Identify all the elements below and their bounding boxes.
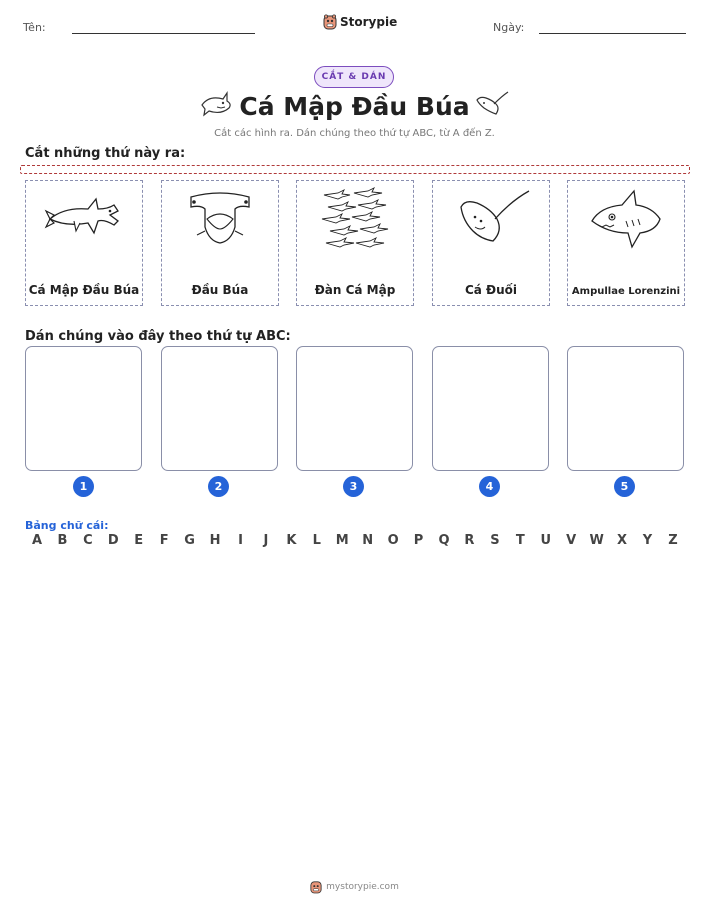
alphabet-letter: C — [83, 533, 93, 548]
hammerhead-shark-icon — [44, 187, 124, 247]
storypie-logo — [323, 14, 397, 30]
hammerhead-head-icon — [185, 187, 255, 247]
stingray-icon — [474, 90, 510, 120]
cut-card[interactable] — [432, 180, 550, 306]
alphabet-letter: J — [263, 533, 269, 548]
alphabet-letter: D — [107, 533, 119, 548]
alphabet-letter: G — [184, 533, 195, 548]
alphabet-letter: Y — [642, 533, 653, 548]
page-title: Cá Mập Đầu Búa — [239, 92, 470, 121]
paste-box[interactable] — [161, 346, 278, 471]
footer-url[interactable]: mystorypie.com — [326, 882, 399, 892]
alphabet-letter: N — [362, 533, 374, 548]
cut-card-label: Đầu Búa — [191, 283, 249, 297]
stingray-icon — [451, 187, 531, 247]
position-number: 4 — [479, 476, 500, 497]
alphabet-label: Bảng chữ cái: — [25, 519, 109, 532]
cut-card[interactable] — [296, 180, 414, 306]
cut-card-label: Đàn Cá Mập — [314, 283, 396, 297]
name-line — [72, 33, 255, 34]
footer — [0, 880, 709, 894]
alphabet-letter: S — [490, 533, 500, 548]
cut-card-label: Cá Mập Đầu Búa — [28, 283, 140, 297]
alphabet-letter: T — [515, 533, 525, 548]
alphabet-letter: K — [286, 533, 297, 548]
instructions: Cắt các hình ra. Dán chúng theo thứ tự ABC, từ A đến Z. — [214, 128, 495, 139]
date-line — [539, 33, 686, 34]
storypie-mascot-icon — [310, 880, 322, 894]
alphabet-letter: H — [209, 533, 221, 548]
alphabet-letter: O — [387, 533, 399, 548]
cut-card-label: Ampullae Lorenzini — [571, 286, 681, 297]
cut-card[interactable] — [161, 180, 279, 306]
alphabet-letter: X — [617, 533, 628, 548]
position-number: 5 — [614, 476, 635, 497]
paste-box[interactable] — [296, 346, 413, 471]
alphabet-letter: M — [335, 533, 349, 548]
paste-box[interactable] — [25, 346, 142, 471]
alphabet-letter: P — [413, 533, 424, 548]
alphabet-letter: R — [464, 533, 475, 548]
alphabet-letter: F — [159, 533, 169, 548]
activity-badge: CẮT & DÁN — [314, 66, 394, 88]
alphabet-letter: E — [134, 533, 144, 548]
cut-card-label: Cá Đuối — [464, 283, 518, 297]
shark-school-icon — [320, 187, 390, 255]
cut-card[interactable] — [25, 180, 143, 306]
paste-box[interactable] — [432, 346, 549, 471]
cut-guide-line — [20, 165, 690, 174]
alphabet-letter: V — [566, 533, 577, 548]
date-label: Ngày: — [493, 21, 525, 34]
alphabet-letter: Z — [668, 533, 678, 548]
alphabet-row — [25, 533, 685, 548]
alphabet-letter: B — [57, 533, 68, 548]
paste-box[interactable] — [567, 346, 684, 471]
alphabet-letter: L — [312, 533, 321, 548]
alphabet-letter: U — [540, 533, 552, 548]
logo-text: Storypie — [340, 15, 398, 29]
alphabet-letter: W — [589, 533, 604, 548]
position-number: 1 — [73, 476, 94, 497]
alphabet-letter: I — [238, 533, 243, 548]
position-number: 2 — [208, 476, 229, 497]
worksheet-header — [0, 14, 709, 44]
paste-section-heading: Dán chúng vào đây theo thứ tự ABC: — [25, 329, 291, 344]
cut-section-heading: Cắt những thứ này ra: — [25, 146, 186, 161]
cut-card[interactable] — [567, 180, 685, 306]
name-label: Tên: — [23, 21, 46, 34]
alphabet-letter: Q — [438, 533, 450, 548]
position-number: 3 — [343, 476, 364, 497]
storypie-mascot-icon — [323, 14, 337, 30]
shark-face-icon — [586, 187, 666, 251]
alphabet-letter: A — [31, 533, 43, 548]
